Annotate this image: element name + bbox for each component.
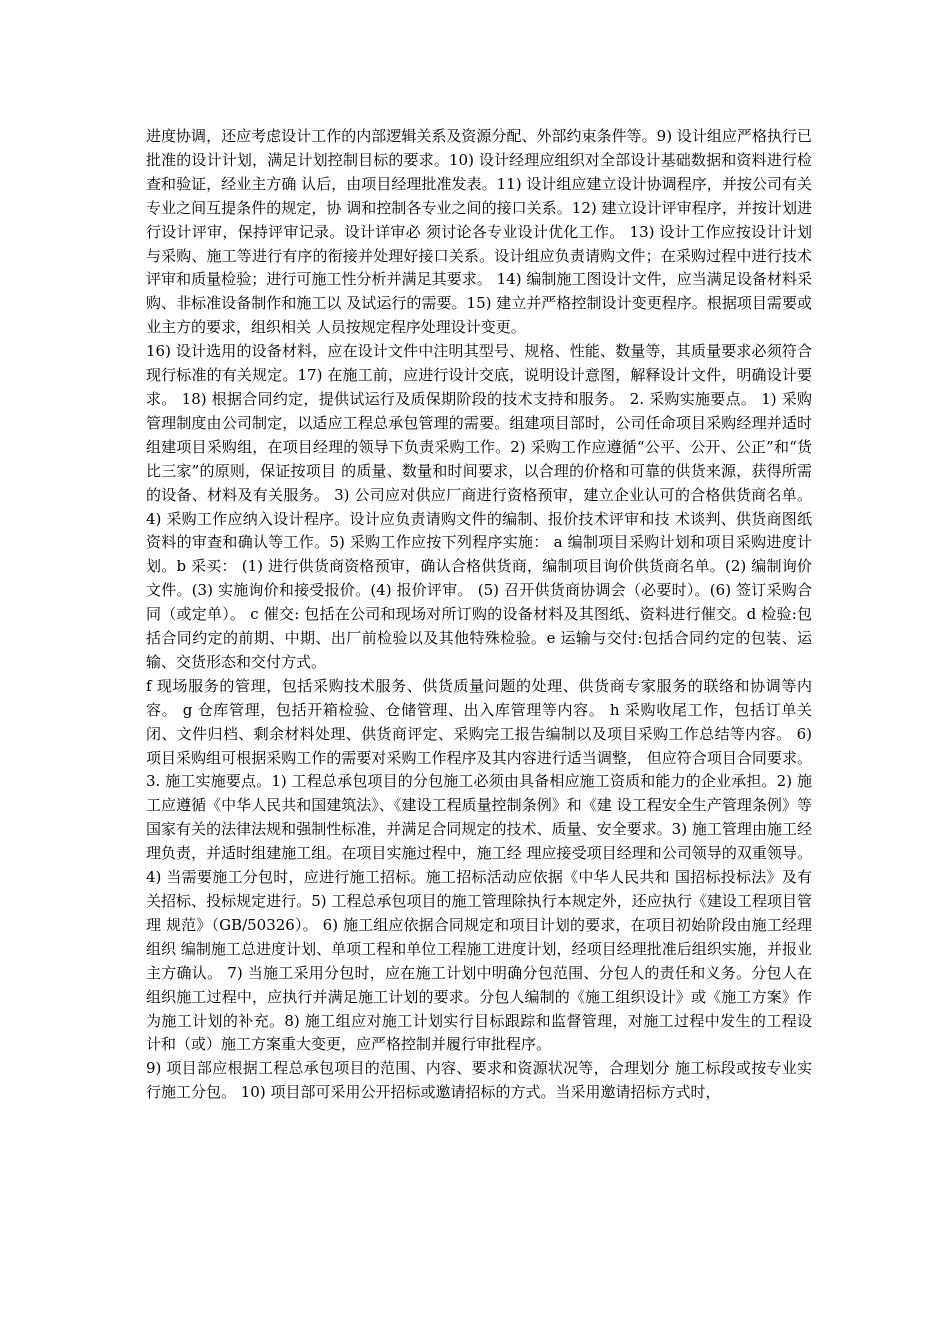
paragraph-procurement: 16) 设计选用的设备材料，应在设计文件中注明其型号、规格、性能、数量等，其质量要求必须符合现行标准的有关规定。17) 在施工前，应进行设计交底，说明设计意图，解释设计文件，明确设计要 求。 18) 根据合同约定，提供试运行及质保期阶段的技术支持和服务。 2. 采购实施要点。 1) 采购管理制度由公司制定，以适应工程总承包管理的需要。组建项目部时，公司任命项目采购经理并适时组建项目采购组，在项目经理的领导下负责采购工作。2) 采购工作应遵循“公平、公开、公正”和“货比三家”的原则，保证按项目 的质量、数量和时间要求，以合理的价格和可靠的供货来源，获得所需的设备、材料及有关服务。 3) 公司应对供应厂商进行资格预审，建立企业认可的合格供货商名单。4) 采购工作应纳入设计程序。设计应负责请购文件的编制、报价技术评审和技 术谈判、供货商图纸资料的审查和确认等工作。5) 采购工作应按下列程序实施： a 编制项目采购计划和项目采购进度计划。b 采买： (1) 进行供货商资格预审，确认合格供货商，编制项目询价供货商名单。(2) 编制询价文件。(3) 实施询价和接受报价。(4) 报价评审。 (5) 召开供货商协调会（必要时）。(6) 签订采购合同（或定单）。 c 催交: 包括在公司和现场对所订购的设备材料及其图纸、资料进行催交。d 检验:包括合同约定的前期、中期、出厂前检验以及其他特殊检验。e 运输与交付:包括合同约定的包装、运输、交货形态和交付方式。 — [146, 342, 812, 671]
paragraph-design-requirements: 进度协调，还应考虑设计工作的内部逻辑关系及资源分配、外部约束条件等。9) 设计组应严格执行已批准的设计计划，满足计划控制目标的要求。10) 设计经理应组织对全部设计基础数据和资料进行检查和验证，经业主方确 认后，由项目经理批准发表。11) 设计组应建立设计协调程序，并按公司有关专业之间互提条件的规定，协 调和控制各专业之间的接口关系。12) 建立设计评审程序，并按计划进行设计评审，保持评审记录。设计详审必 须讨论各专业设计优化工作。 13) 设计工作应按设计计划与采购、施工等进行有序的衔接并处理好接口关系。设计组应负责请购文件；在采购过程中进行技术评审和质量检验；进行可施工性分析并满足其要求。 14) 编制施工图设计文件，应当满足设备材料采购、非标准设备制作和施工以 及试运行的需要。15) 建立并严格控制设计变更程序。根据项目需要或业主方的要求，组织相关 人员按规定程序处理设计变更。 — [146, 127, 812, 337]
document-body — [146, 125, 812, 1105]
paragraph-subcontracting: 9) 项目部应根据工程总承包项目的范围、内容、要求和资源状况等，合理划分 施工标段或按专业实行施工分包。 10) 项目部可采用公开招标或邀请招标的方式。当采用邀请招标方式时， — [146, 1059, 812, 1102]
paragraph-construction: f 现场服务的管理，包括采购技术服务、供货质量问题的处理、供货商专家服务的联络和协调等内容。 g 仓库管理，包括开箱检验、仓储管理、出入库管理等内容。 h 采购收尾工作，包括订单关闭、文件归档、剩余材料处理、供货商评定、采购完工报告编制以及项目采购工作总结等内容。 6) 项目采购组可根据采购工作的需要对采购工作程序及其内容进行适当调整， 但应符合项目合同要求。 3. 施工实施要点。1) 工程总承包项目的分包施工必须由具备相应施工资质和能力的企业承担。2) 施工应遵循《中华人民共和国建筑法》、《建设工程质量控制条例》和《建 设工程安全生产管理条例》等国家有关的法律法规和强制性标准，并满足合同规定的技术、质量、安全要求。3) 施工管理由施工经理负责，并适时组建施工组。在项目实施过程中，施工经 理应接受项目经理和公司领导的双重领导。 4) 当需要施工分包时，应进行施工招标。施工招标活动应依据《中华人民共和 国招标投标法》及有关招标、投标规定进行。5) 工程总承包项目的施工管理除执行本规定外，还应执行《建设工程项目管理 规范》（GB/50326）。 6) 施工组应依据合同规定和项目计划的要求，在项目初始阶段由施工经理组织 编制施工总进度计划、单项工程和单位工程施工进度计划，经项目经理批准后组织实施，并报业主方确认。 7) 当施工采用分包时，应在施工计划中明确分包范围、分包人的责任和义务。分包人在组织施工过程中，应执行并满足施工计划的要求。分包人编制的《施工组织设计》或《施工方案》作为施工计划的补充。8) 施工组应对施工计划实行目标跟踪和监督管理，对施工过程中发生的工程设 计和（或）施工方案重大变更，应严格控制并履行审批程序。 — [146, 676, 812, 1054]
